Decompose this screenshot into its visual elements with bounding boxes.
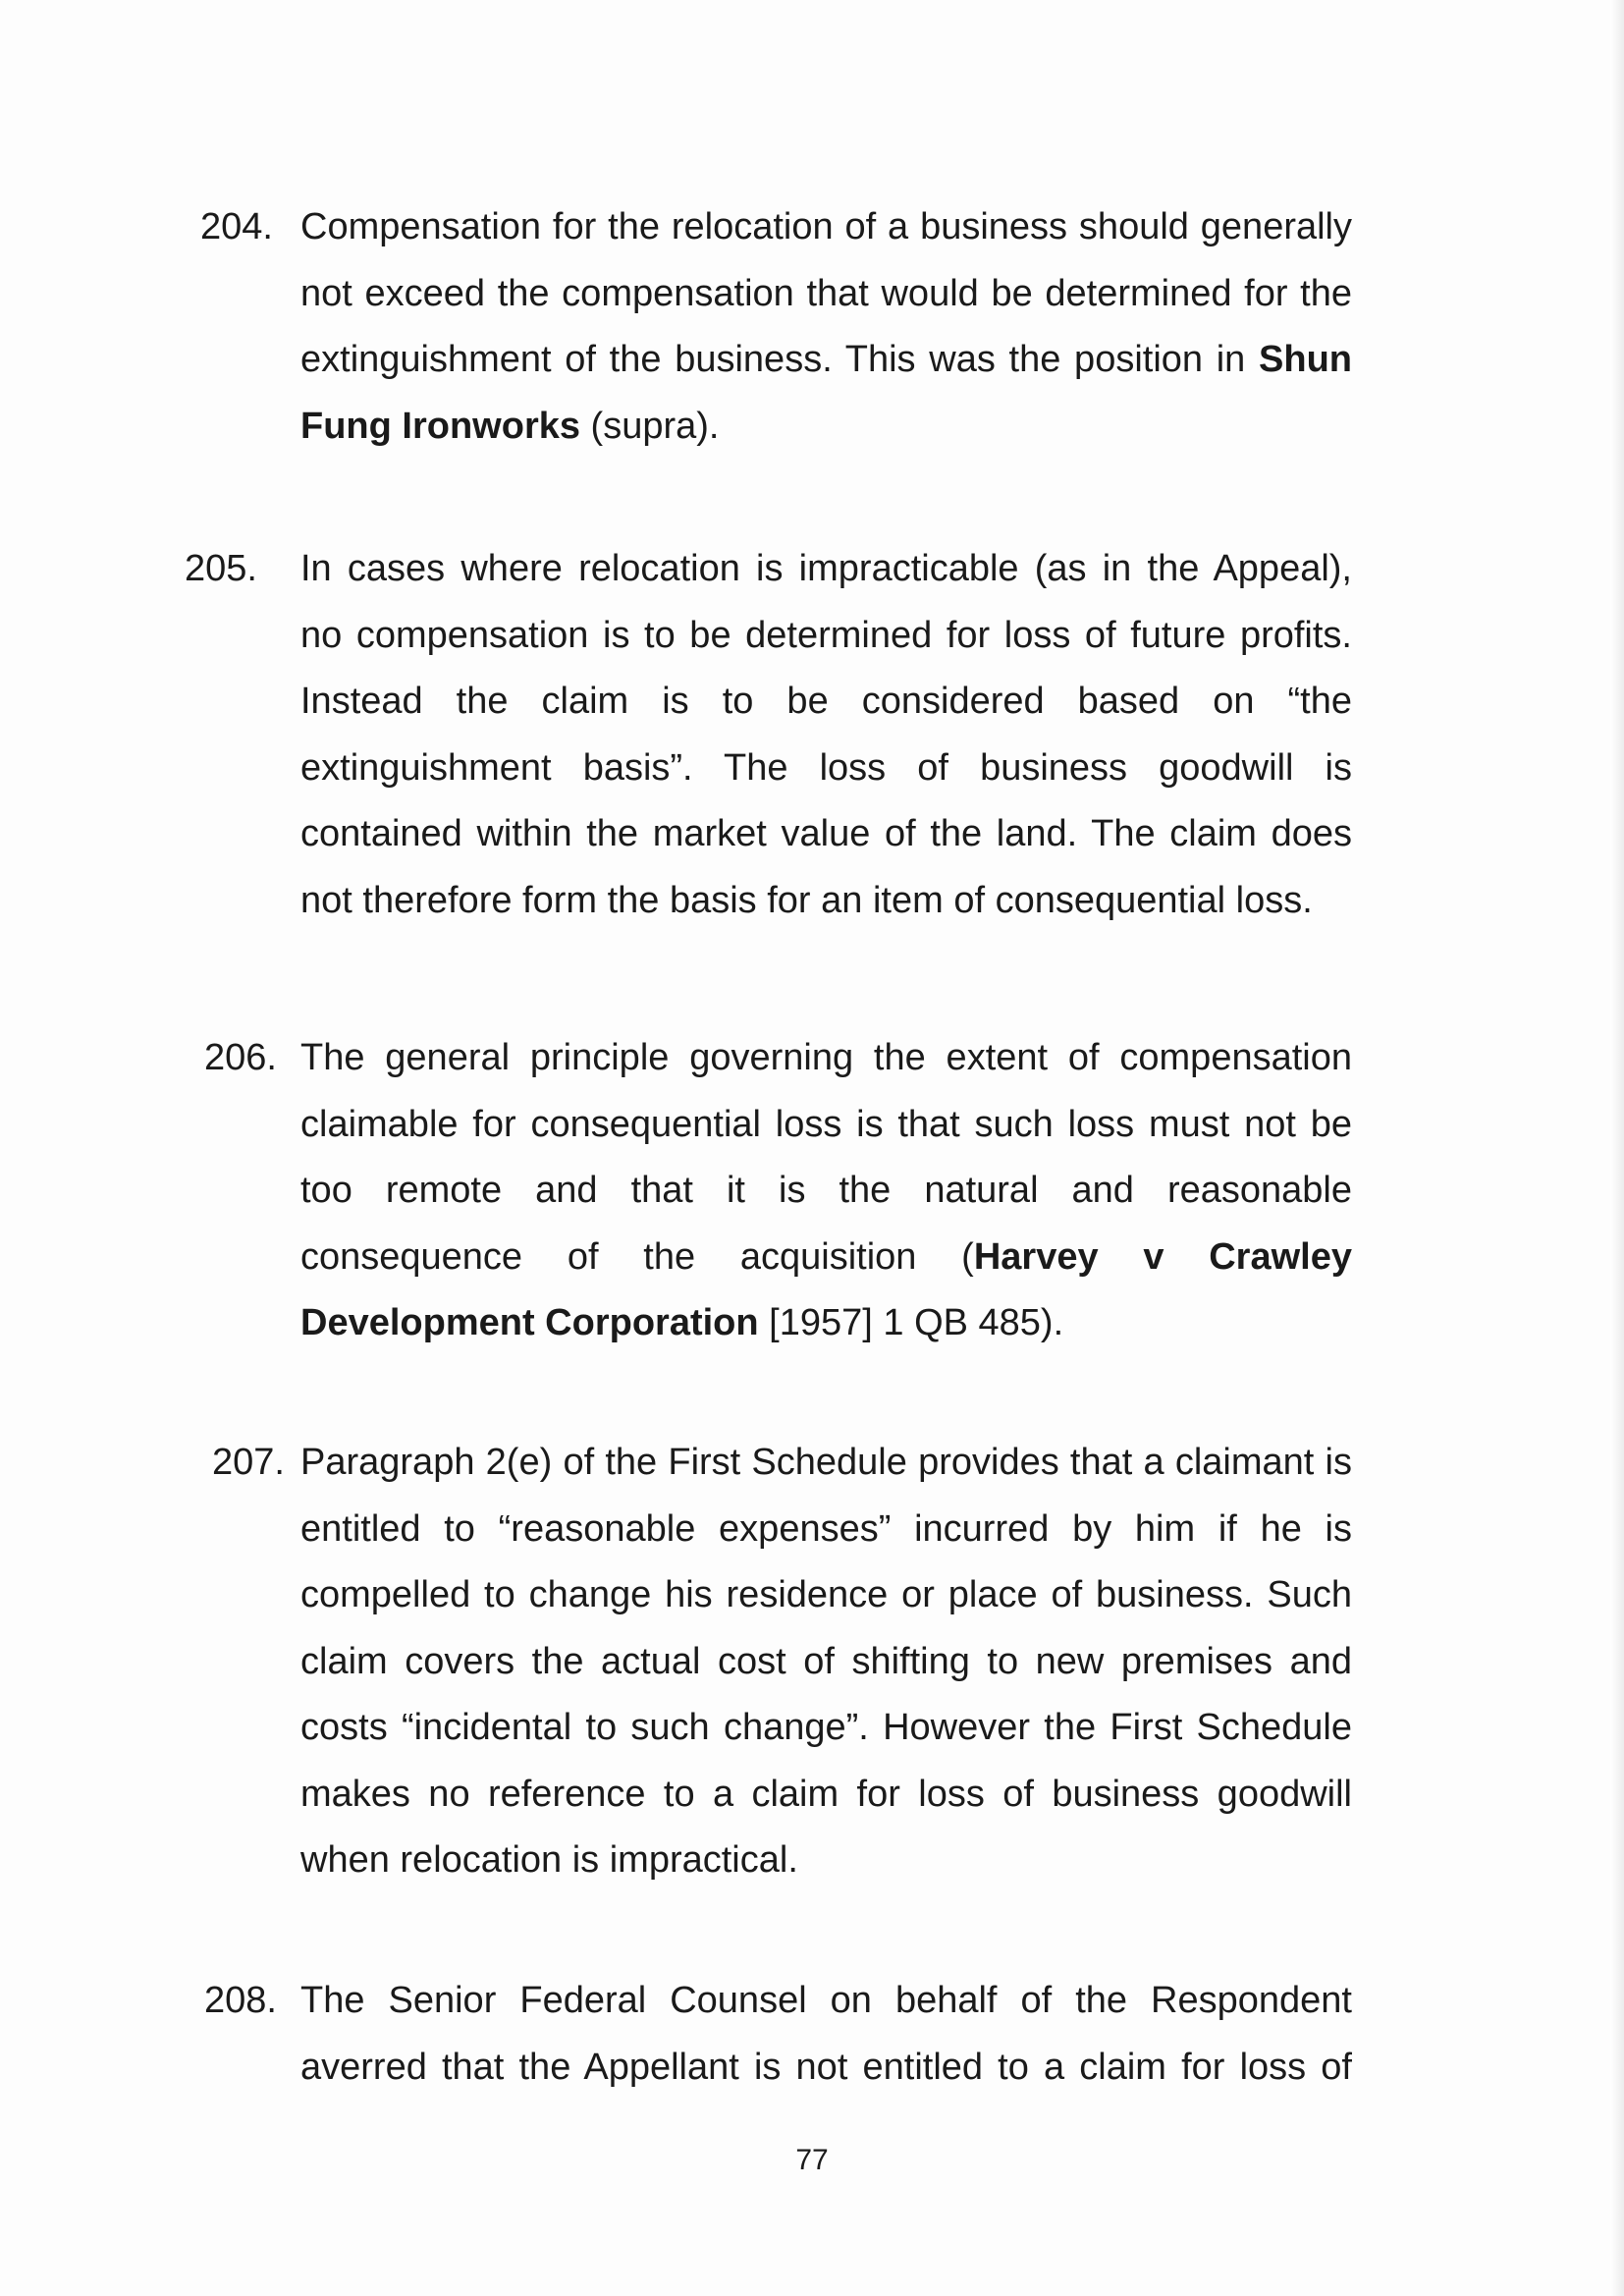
page-edge-shadow <box>1610 0 1624 2296</box>
paragraph-text <box>300 536 1352 934</box>
case-citation: Harvey v Crawley Development Corporation <box>300 1235 1352 1343</box>
text-segment: The general principle governing the extent of compensation claimable for consequential loss is that such loss must not be too remote and that it is the natural and reasonable consequence of the acquisition ( <box>300 1037 1352 1278</box>
text-segment: The Senior Federal Counsel on behalf of the Respondent averred that the Appellant is not entitled to a claim for loss of <box>300 1980 1352 2088</box>
paragraph-text <box>300 1025 1352 1357</box>
paragraph-text <box>300 194 1352 460</box>
paragraph-number: 206. <box>204 1037 277 1078</box>
paragraph-number: 208. <box>204 1980 277 2021</box>
paragraph-number: 204. <box>200 206 273 247</box>
text-segment: In cases where relocation is impracticable (as in the Appeal), no compensation is to be determined for loss of future profits. Instead the claim is to be considered based on “the extinguishment basis”. The loss of business goodwill is contained within the market value of the land. The claim does not therefore form the basis for an item of consequential loss. <box>300 548 1352 921</box>
paragraph-text <box>300 1968 1352 2101</box>
text-segment: (supra). <box>580 405 720 447</box>
text-segment: Compensation for the relocation of a business should generally not exceed the compensation that would be determined for the extinguishment of the business. This was the position in <box>300 206 1352 380</box>
paragraph-number: 205. <box>185 548 257 589</box>
page-number: 77 <box>795 2144 829 2176</box>
text-segment: Paragraph 2(e) of the First Schedule provides that a claimant is entitled to “reasonable expenses” incurred by him if he is compelled to change his residence or place of business. Such claim covers the actual cost of shifting to new premises and costs “incidental to such change”. However the First Schedule makes no reference to a claim for loss of business goodwill when relocation is impractical. <box>300 1442 1352 1881</box>
paragraph-text <box>300 1430 1352 1894</box>
paragraph-number: 207. <box>212 1442 285 1483</box>
case-citation: Shun Fung Ironworks <box>300 339 1352 447</box>
text-segment: [1957] 1 QB 485). <box>758 1302 1064 1343</box>
